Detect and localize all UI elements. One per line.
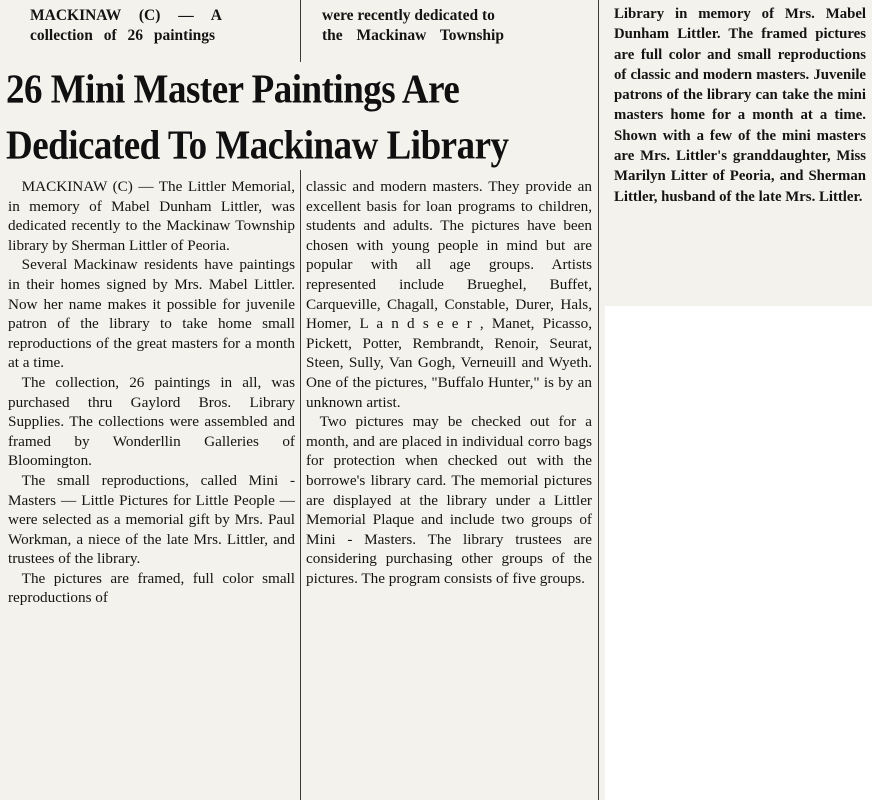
blank-area [605, 306, 872, 800]
caption-text: Library in memory of Mrs. Mabel Dunham Littler. The framed pictures are full color and small reproductions of classic and modern masters. Juvenile patrons of the library can take the mini masters home for a month at a time. Shown with a few of the mini masters are Mrs. Littler's granddaughter, Miss Marilyn Litter of Peoria, and Sherman Littler, husband of the late Mrs. Littler. [614, 6, 866, 205]
photo-caption [614, 4, 866, 207]
article-paragraph: Two pictures may be checked out for a month, and are placed in individual corro bags for protection when checked out with the borrowe's library card. The memorial pictures are displayed at the library under a Littler Memorial Plaque and include two groups of Mini - Masters. The library trustees are considering purchasing other groups of the pictures. The program consists of five groups. [306, 413, 592, 587]
article-paragraph: classic and modern masters. They provide an excellent basis for loan programs to children, students and adults. The pictures have been chosen with young people in mind but are popular with all age groups. Artists represented include Brueghel, Buffet, Carqueville, Chagall, Constable, Durer, Hals, Homer, L a n d s e e r , Manet, Picasso, Pickett, Potter, Rembrandt, Renoir, Seurat, Steen, Sully, Van Gogh, Verneuill and Wyeth. One of the pictures, "Buffalo Hunter," is by an unknown artist. [306, 178, 592, 411]
article-paragraph: The pictures are framed, full color small reproductions of [8, 569, 295, 607]
column-rule-left [300, 0, 301, 62]
article-paragraph: Several Mackinaw residents have paintings in their homes signed by Mrs. Mabel Littler. Now her name makes it possible for juvenile patron of the library to take home small reproductions of the great masters for a month at a time. [8, 256, 295, 372]
top-fragment-line: the Mackinaw Township [322, 26, 504, 44]
headline [6, 62, 606, 174]
top-fragment-line: collection of 26 paintings [30, 26, 216, 44]
article-paragraph: The collection, 26 paintings in all, was purchased thru Gaylord Bros. Library Supplies. The collections were assembled and framed by Wonderllin Galleries of Bloomington. [8, 373, 295, 470]
headline-line-2: Dedicated To Mackinaw Library [6, 122, 509, 169]
article-paragraph: MACKINAW (C) — The Littler Memorial, in memory of Mabel Dunham Littler, was dedicated recently to the Mackinaw Township library by Sherman Littler of Peoria. [8, 178, 295, 254]
article-paragraph: The small reproductions, called Mini - Masters — Little Pictures for Little People — were selected as a memorial gift by Mrs. Paul Workman, a niece of the late Mrs. Littler, and trustees of the library. [8, 471, 295, 568]
column-rule-left-lower [300, 170, 301, 800]
top-fragment-line: MACKINAW (C) — A [30, 7, 222, 24]
headline-line-1: 26 Mini Master Paintings Are [6, 66, 460, 113]
top-fragment-col1 [30, 6, 292, 45]
top-fragment-line: were recently dedicated to [322, 7, 495, 24]
top-fragment-col2 [322, 6, 584, 45]
article-column-2 [306, 177, 592, 588]
article-column-1 [8, 177, 295, 608]
